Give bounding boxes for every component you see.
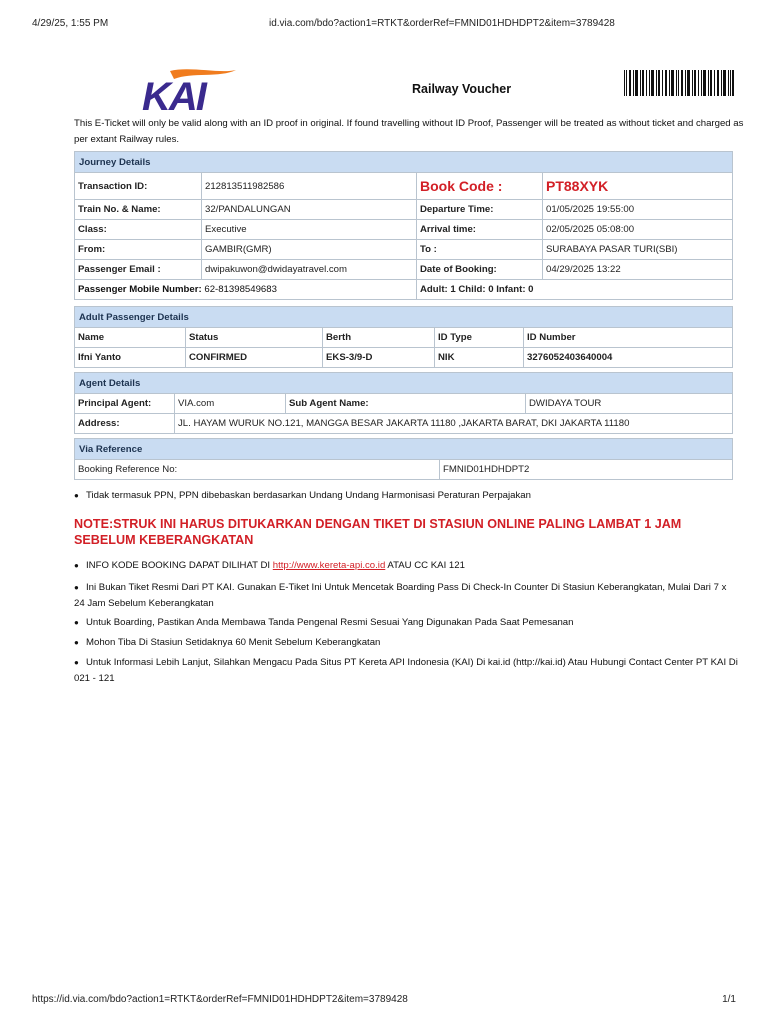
journey-details-header: Journey Details: [75, 152, 733, 173]
passenger-count: Adult: 1 Child: 0 Infant: 0: [417, 280, 733, 300]
booking-reference-value: FMNID01HDHDPT2: [440, 460, 733, 480]
mobile-label: Passenger Mobile Number:: [78, 284, 202, 295]
validity-notice: This E-Ticket will only be valid along with an ID proof in original. If found travelling without ID Proof, Passenger will be treated as without ticket and charged as per extant Railway rules.: [74, 118, 744, 145]
info-booking-prefix: INFO KODE BOOKING DAPAT DILIHAT DI: [86, 560, 273, 571]
list-item: [74, 655, 738, 687]
principal-agent-value: VIA.com: [175, 394, 286, 414]
print-url: id.via.com/bdo?action1=RTKT&orderRef=FMNID01HDHDPT2&item=3789428: [269, 18, 615, 29]
sub-agent-label: Sub Agent Name:: [286, 394, 526, 414]
via-reference-table: [74, 438, 733, 480]
transaction-id-label: Transaction ID:: [75, 173, 202, 200]
col-status: Status: [186, 328, 323, 348]
mobile-cell: [75, 280, 417, 300]
principal-agent-label: Principal Agent:: [75, 394, 175, 414]
arrival-label: Arrival time:: [417, 220, 543, 240]
passenger-status: CONFIRMED: [186, 348, 323, 368]
mobile-value: 62-81398549683: [204, 284, 277, 295]
address-label: Address:: [75, 414, 175, 434]
passenger-id-number: 3276052403640004: [524, 348, 733, 368]
to-label: To :: [417, 240, 543, 260]
print-header: [32, 18, 736, 32]
svg-text:KAI: KAI: [142, 75, 205, 114]
passenger-berth: EKS-3/9-D: [323, 348, 435, 368]
book-code-label: Book Code :: [417, 173, 543, 200]
list-item: [74, 580, 738, 612]
footer-url: https://id.via.com/bdo?action1=RTKT&orderRef=FMNID01HDHDPT2&item=3789428: [32, 994, 408, 1005]
voucher-title: Railway Voucher: [412, 82, 512, 96]
train-value: 32/PANDALUNGAN: [202, 200, 417, 220]
info-bring-id: Untuk Boarding, Pastikan Anda Membawa Tanda Pengenal Resmi Sesuai Yang Digunakan Pada Saat Pemesanan: [86, 617, 574, 628]
departure-label: Departure Time:: [417, 200, 543, 220]
kai-logo: [140, 68, 238, 114]
booking-date-value: 04/29/2025 13:22: [543, 260, 733, 280]
tax-note-text: Tidak termasuk PPN, PPN dibebaskan berdasarkan Undang Undang Harmonisasi Peraturan Perpajakan: [86, 490, 531, 501]
agent-details-header: Agent Details: [75, 373, 733, 394]
class-label: Class:: [75, 220, 202, 240]
col-id-type: ID Type: [435, 328, 524, 348]
address-value: JL. HAYAM WURUK NO.121, MANGGA BESAR JAKARTA 11180 ,JAKARTA BARAT, DKI JAKARTA 11180: [175, 414, 733, 434]
info-arrive-early: Mohon Tiba Di Stasiun Setidaknya 60 Menit Sebelum Keberangkatan: [86, 637, 381, 648]
info-not-official-ticket: Ini Bukan Tiket Resmi Dari PT KAI. Gunakan E-Tiket Ini Untuk Mencetak Boarding Pass Di Check-In Counter Di Stasiun Keberangkatan, Mulai Dari 7 x 24 Jam Sebelum Keberangkatan: [74, 582, 727, 609]
barcode: [624, 70, 734, 96]
exchange-note: NOTE:STRUK INI HARUS DITUKARKAN DENGAN TIKET DI STASIUN ONLINE PALING LAMBAT 1 JAM SEBELUM KEBERANGKATAN: [74, 517, 682, 547]
col-berth: Berth: [323, 328, 435, 348]
print-datetime: 4/29/25, 1:55 PM: [32, 18, 109, 29]
bullet-icon: ●: [74, 561, 79, 570]
page-number: 1/1: [722, 994, 736, 1005]
class-value: Executive: [202, 220, 417, 240]
bullet-icon: ●: [74, 638, 79, 647]
from-value: GAMBIR(GMR): [202, 240, 417, 260]
list-item: [74, 558, 738, 574]
tax-note: [74, 488, 738, 504]
from-label: From:: [75, 240, 202, 260]
via-reference-header: Via Reference: [75, 439, 733, 460]
bullet-icon: ●: [74, 658, 79, 667]
passenger-details-header: Adult Passenger Details: [75, 307, 733, 328]
kai-website-link[interactable]: http://www.kereta-api.co.id: [272, 560, 386, 571]
info-booking-suffix: ATAU CC KAI 121: [385, 560, 465, 571]
book-code: PT88XYK: [543, 173, 733, 200]
departure-value: 01/05/2025 19:55:00: [543, 200, 733, 220]
sub-agent-value: DWIDAYA TOUR: [526, 394, 733, 414]
journey-details-table: [74, 151, 733, 300]
bullet-icon: ●: [74, 491, 79, 500]
booking-reference-label: Booking Reference No:: [75, 460, 440, 480]
transaction-id: 212813511982586: [202, 173, 417, 200]
col-id-number: ID Number: [524, 328, 733, 348]
train-label: Train No. & Name:: [75, 200, 202, 220]
print-footer: [32, 994, 736, 1008]
table-row: [75, 348, 733, 368]
passenger-id-type: NIK: [435, 348, 524, 368]
list-item: [74, 635, 738, 651]
booking-date-label: Date of Booking:: [417, 260, 543, 280]
arrival-value: 02/05/2025 05:08:00: [543, 220, 733, 240]
to-value: SURABAYA PASAR TURI(SBI): [543, 240, 733, 260]
agent-details-table: [74, 372, 733, 434]
col-name: Name: [75, 328, 186, 348]
list-item: [74, 615, 738, 631]
email-value: dwipakuwon@dwidayatravel.com: [202, 260, 417, 280]
info-contact: Untuk Informasi Lebih Lanjut, Silahkan Mengacu Pada Situs PT Kereta API Indonesia (KAI) Di kai.id (http://kai.id) Atau Hubungi Contact Center PT KAI Di 021 - 121: [74, 657, 738, 684]
passenger-name: Ifni Yanto: [75, 348, 186, 368]
passenger-details-table: [74, 306, 733, 368]
bullet-icon: ●: [74, 583, 79, 592]
email-label: Passenger Email :: [75, 260, 202, 280]
bullet-icon: ●: [74, 618, 79, 627]
